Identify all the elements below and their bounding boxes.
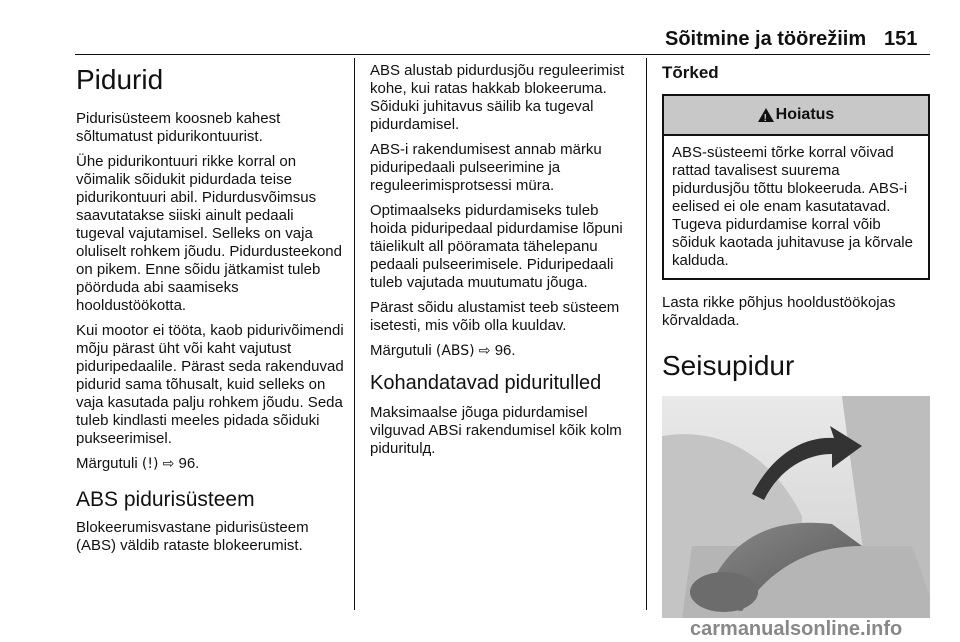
warning-title: Hoiatus <box>775 106 835 123</box>
warning-text: ABS-süsteemi tõrke korral võivad rattad tavalisest suurema pidurdusjõu tõttu blokeeruda. ABS-i eelised ei ole enam kasutatavad. Tugeva pidurdamise korral võib sõiduk kaotada juhitavuse ja kõrvale kalduda. <box>672 144 913 269</box>
column-middle <box>370 62 638 465</box>
subheading-brake-lights: Kohandatavad piduritulled <box>370 372 602 394</box>
paragraph: Ühe pidurikontuuri rikke korral on võimalik sõidukit pidurdada teise pidurikontuuri abil. Pidurdusvõimsus saavutatakse siiski ainult pedaali tugeval vajutamisel. Selleks on vaja oluliselt rohkem jõudu. Pidurdusteekond on pikem. Enne sõidu jätkamist tuleb pöörduda abi saamiseks hooldustöökotta. <box>76 153 342 314</box>
page-reference[interactable]: 96. <box>494 342 516 359</box>
parking-brake-photo <box>662 396 930 618</box>
column-left <box>76 62 346 562</box>
column-right <box>662 62 930 618</box>
page-link-arrow-icon[interactable]: ⇨ <box>478 343 491 359</box>
paragraph: Maksimaalse jõuga pidurdamisel vilguvad ABSi rakendumisel kõik kolm piduritulд. <box>370 404 622 457</box>
paragraph: ABS alustab pidurdusjõu reguleerimist kohe, kui ratas hakkab blokeeruma. Sõiduki juhitavus säilib ka tugeval pidurdamisel. <box>370 62 625 133</box>
section-heading-parking-brake: Seisupidur <box>662 350 795 381</box>
paragraph: Kui mootor ei tööta, kaob pidurivõimendi mõju pärast üht või kaht vajutust piduripedaalile. Pärast seda rakenduvad pidurid sama tõhusalt, kuid selleks on vaja kasutada palju rohkem jõudu. Seda tuleb kindlasti meeles pidada sõiduki pukseerimisel. <box>76 322 344 447</box>
page-reference[interactable]: 96. <box>178 455 200 472</box>
indicator-reference <box>370 342 638 360</box>
warning-header <box>664 96 928 136</box>
reference-label: Märgutuli <box>76 455 138 472</box>
column-divider-2 <box>646 58 647 610</box>
paragraph: Pärast sõidu alustamist teeb süsteem isetesti, mis võib olla kuuldav. <box>370 299 620 334</box>
page-header-title: Sõitmine ja töörežiim <box>665 28 867 50</box>
abs-warning-icon: (ABS) <box>435 343 475 359</box>
warning-box <box>662 94 930 280</box>
paragraph: ABS-i rakendumisest annab märku piduripedaali pulseerimine ja reguleerimisprotsessi müra. <box>370 141 602 194</box>
reference-label: Märgutuli <box>370 342 432 359</box>
paragraph: Pidurisüsteem koosneb kahest sõltumatust pidurikontuurist. <box>76 110 281 145</box>
subheading-faults: Tõrked <box>662 63 719 82</box>
page-number: 151 <box>884 28 918 50</box>
brake-warning-icon: (!) <box>141 456 159 472</box>
column-divider-1 <box>354 58 355 610</box>
paragraph: Lasta rikke põhjus hooldustöökojas kõrvaldada. <box>662 294 896 329</box>
section-heading-pidurid: Pidurid <box>76 64 164 95</box>
warning-triangle-icon <box>758 108 774 122</box>
header-divider <box>75 54 930 55</box>
page-link-arrow-icon[interactable]: ⇨ <box>162 456 175 472</box>
paragraph: Optimaalseks pidurdamiseks tuleb hoida piduripedaal pidurdamise lõpuni täielikult all pööramata tähelepanu pedaali pulseerimisele. Piduripedaali tuleb vajutada muutumatu jõuga. <box>370 202 623 291</box>
paragraph: Blokeerumisvastane pidurisüsteem (ABS) väldib rataste blokeerumist. <box>76 519 309 554</box>
section-heading-abs: ABS pidurisüsteem <box>76 488 255 511</box>
indicator-reference <box>76 455 346 473</box>
watermark: carmanualsonline.info <box>690 618 903 640</box>
